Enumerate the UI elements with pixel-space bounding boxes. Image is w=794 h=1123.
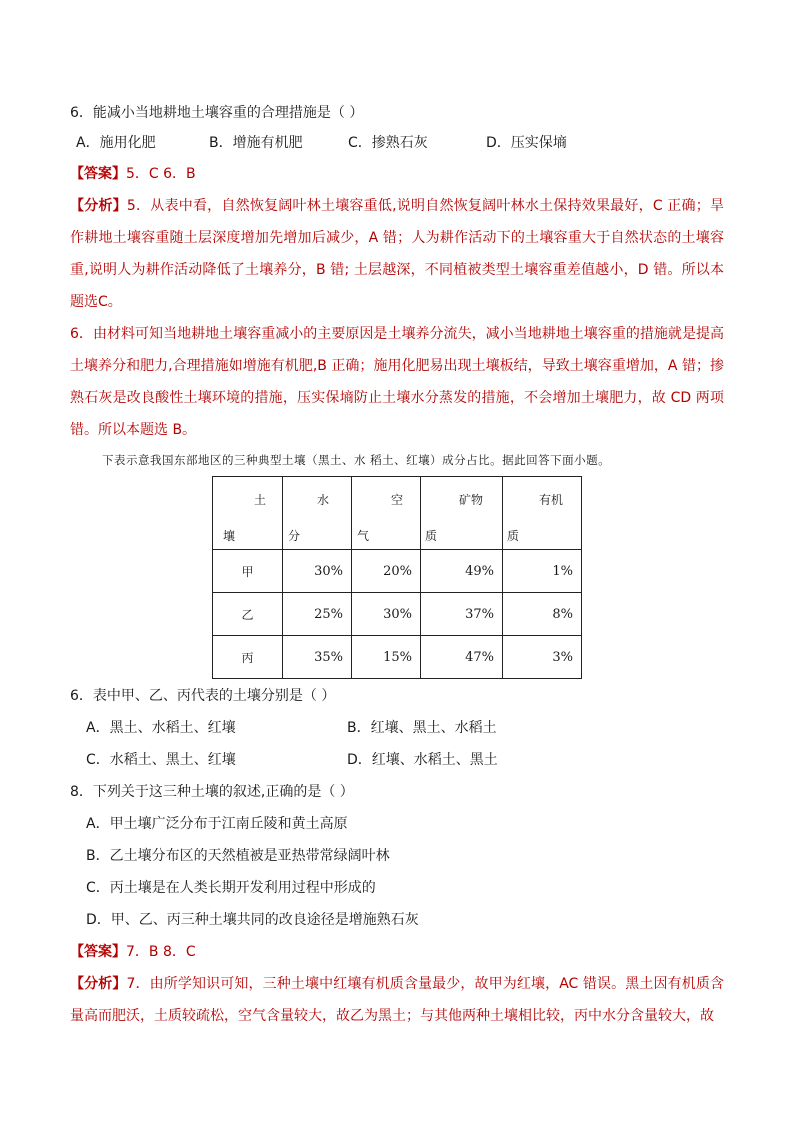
answer-text: 7．B 8．C: [126, 944, 196, 960]
q6b-option-a: A．黑土、水稻土、红壤: [86, 720, 236, 736]
q6a-option-a: A．施用化肥: [76, 135, 156, 151]
cell-organic: 1%: [503, 550, 582, 593]
cell-water: 25%: [283, 593, 352, 636]
analysis-6: 6．由材料可知当地耕地土壤容重减小的主要原因是土壤养分流失，减小当地耕地土壤容重的措施就是提高土壤养分和肥力,合理措施如增施有机肥,B 正确；施用化肥易出现土壤板结，导致土壤容重增加，A 错；掺熟石灰是改良酸性土壤环境的措施，压实保墒防止土壤水分蒸发的措施，不会增加土壤肥力，故 CD 两项错。所以本题选 B。: [70, 326, 724, 438]
row-label: 丙: [213, 636, 283, 679]
header-mineral: 矿物 质: [421, 477, 503, 550]
question-6a-stem: 6．能减小当地耕地土壤容重的合理措施是（ ）: [70, 105, 364, 121]
cell-organic: 8%: [503, 593, 582, 636]
q8-option-d: D．甲、乙、丙三种土壤共同的改良途径是增施熟石灰: [86, 912, 419, 928]
q6a-option-d: D．压实保墒: [486, 135, 567, 151]
answer-tag: 【答案】: [70, 166, 126, 182]
answer-line-2: [70, 942, 794, 962]
header-air: 空 气: [352, 477, 421, 550]
q8-option-b: B．乙土壤分布区的天然植被是亚热带常绿阔叶林: [86, 848, 390, 864]
q6a-option-b: B．增施有机肥: [209, 135, 303, 151]
cell-air: 15%: [352, 636, 421, 679]
question-8-stem: 8．下列关于这三种土壤的叙述,正确的是（ ）: [70, 784, 354, 800]
cell-air: 20%: [352, 550, 421, 593]
table-caption: 下表示意我国东部地区的三种典型土壤（黑土、水 稻土、红壤）成分占比。据此回答下面小题。: [102, 453, 611, 467]
header-soil: 土 壤: [213, 477, 283, 550]
table-header-row: [213, 477, 582, 550]
analysis-5-text: 5．从表中看，自然恢复阔叶林土壤容重低,说明自然恢复阔叶林水土保持效果最好，C 正确；旱作耕地土壤容重随土层深度增加先增加后减少，A 错；人为耕作活动下的土壤容重大于自然状态的土壤容重,说明人为耕作活动降低了土壤养分，B 错; 土层越深，不同植被类型土壤容重差值越小，D 错。所以本题选C。: [70, 198, 724, 310]
soil-composition-table: [212, 476, 582, 679]
table-row: [213, 550, 582, 593]
q8-option-a: A．甲土壤广泛分布于江南丘陵和黄土高原: [86, 816, 348, 832]
question-6b-stem: 6．表中甲、乙、丙代表的土壤分别是（ ）: [70, 688, 336, 704]
analysis-tag: 【分析】: [70, 976, 127, 992]
answer-line-1: [70, 164, 794, 184]
analysis-5: [70, 190, 724, 318]
table-row: [213, 636, 582, 679]
q6a-option-c: C．掺熟石灰: [348, 135, 428, 151]
table-row: [213, 593, 582, 636]
q6b-option-b: B．红壤、黑土、水稻土: [347, 720, 497, 736]
cell-air: 30%: [352, 593, 421, 636]
cell-water: 35%: [283, 636, 352, 679]
row-label: 乙: [213, 593, 283, 636]
analysis-7: [70, 968, 724, 1032]
analysis-tag: 【分析】: [70, 198, 127, 214]
header-water: 水 分: [283, 477, 352, 550]
cell-water: 30%: [283, 550, 352, 593]
cell-mineral: 37%: [421, 593, 503, 636]
q8-option-c: C．丙土壤是在人类长期开发利用过程中形成的: [86, 880, 376, 896]
cell-organic: 3%: [503, 636, 582, 679]
row-label: 甲: [213, 550, 283, 593]
cell-mineral: 49%: [421, 550, 503, 593]
answer-tag: 【答案】: [70, 944, 126, 960]
analysis-7-text: 7．由所学知识可知，三种土壤中红壤有机质含量最少，故甲为红壤，AC 错误。黑土因有机质含量高而肥沃，土质较疏松，空气含量较大，故乙为黑土；与其他两种土壤相比较，丙中水分含量较大，故: [70, 976, 725, 1024]
header-organic: 有机 质: [503, 477, 582, 550]
q6b-option-d: D．红壤、水稻土、黑土: [347, 752, 498, 768]
answer-text: 5．C 6．B: [126, 166, 196, 182]
cell-mineral: 47%: [421, 636, 503, 679]
q6b-option-c: C．水稻土、黑土、红壤: [86, 752, 236, 768]
